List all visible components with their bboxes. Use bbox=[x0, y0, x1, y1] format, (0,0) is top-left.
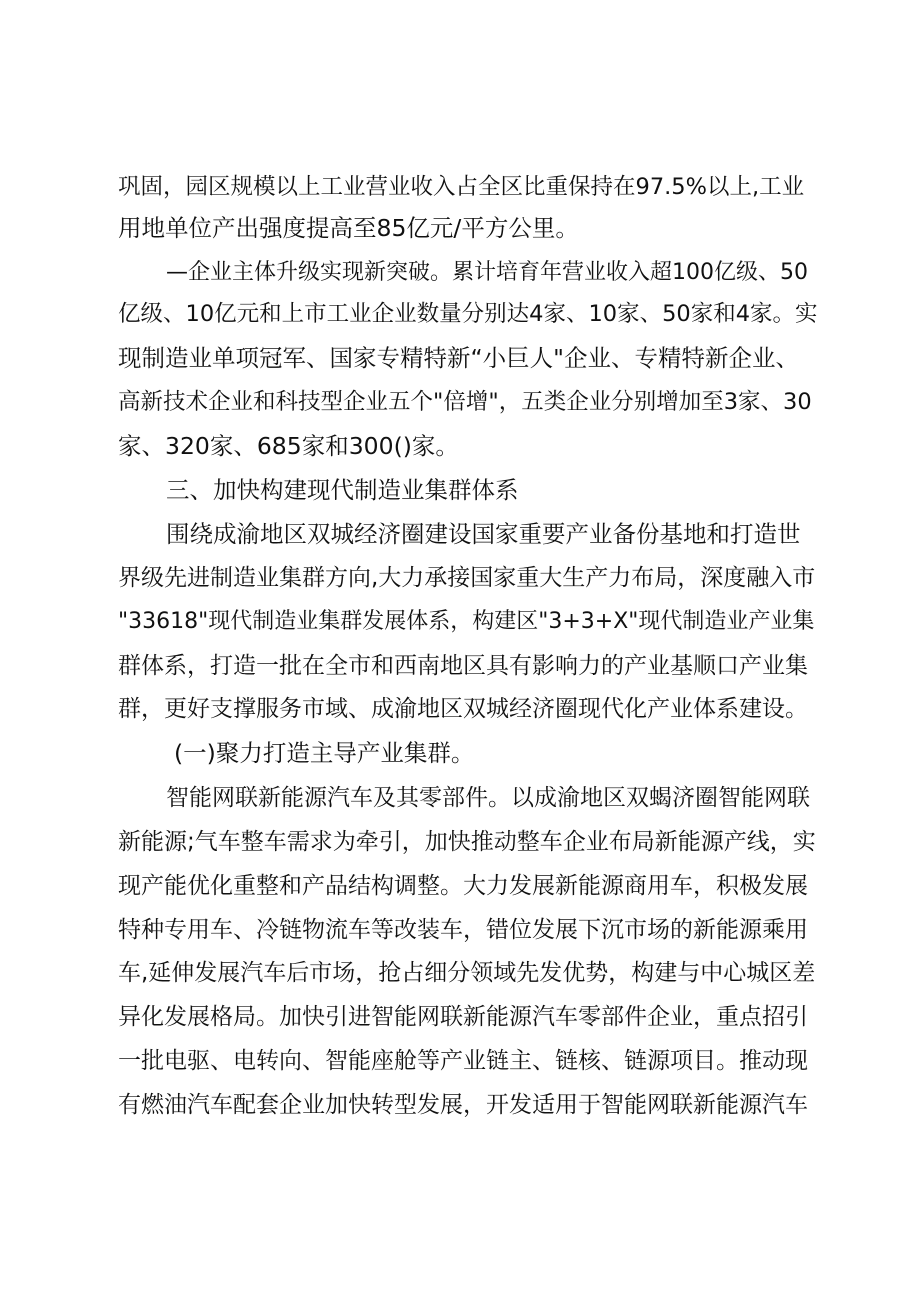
text-line: 智能网联新能源汽车及其零部件。以成渝地区双蝎济圈智能网联 bbox=[166, 785, 810, 811]
text-line: 群体系，打造一批在全市和西南地区具有影响力的产业基顺口产业集 bbox=[118, 653, 808, 679]
text-line: 现产能优化重整和产品结构调整。大力发展新能源商用车，积极发展 bbox=[118, 873, 808, 899]
text-line: 亿级、10亿元和上市工业企业数量分别达4家、10家、50家和4家。实 bbox=[118, 301, 818, 327]
text-line: —企业主体升级实现新突破。累计培育年营业收入超100亿级、50 bbox=[166, 260, 808, 285]
text-line: 高新技术企业和科技型企业五个"倍增"，五类企业分别增加至3家、30 bbox=[118, 389, 812, 415]
text-line: "33618"现代制造业集群发展体系，构建区"3+3+X"现代制造业产业集 bbox=[118, 609, 815, 634]
text-line: 新能源;气车整车需求为牵引，加快推动整车企业布局新能源产线，实 bbox=[118, 829, 816, 855]
text-line: 一批电驱、电转向、智能座舱等产业链主、链核、链源项目。推动现 bbox=[118, 1048, 808, 1074]
text-line: 异化发展格局。加快引进智能网联新能源汽车零部件企业，重点招引 bbox=[118, 1004, 808, 1030]
text-line: 有燃油汽车配套企业加快转型发展，开发适用于智能网联新能源汽车 bbox=[118, 1092, 808, 1118]
text-line: 车,延伸发展汽车后市场，抢占细分领域先发优势，构建与中心城区差 bbox=[118, 960, 816, 986]
section-heading: 三、加快构建现代制造业集群体系 bbox=[166, 476, 519, 504]
text-line: 群，更好支撑服务市域、成渝地区双城经济圈现代化产业体系建设。 bbox=[118, 696, 808, 722]
text-line: 家、320家、685家和300()家。 bbox=[118, 432, 459, 460]
text-line: 现制造业单项冠军、国家专精特新“小巨人"企业、专精特新企业、 bbox=[118, 344, 799, 372]
text-line: 巩固，园区规模以上工业营业收入占全区比重保持在97.5%以上,工业 bbox=[118, 174, 805, 200]
subsection-heading: (一)聚力打造主导产业集群。 bbox=[174, 739, 475, 767]
text-line: 特种专用车、冷链物流车等改装车，错位发展下沉市场的新能源乘用 bbox=[118, 917, 808, 943]
text-line: 围绕成渝地区双城经济圈建设国家重要产业备份基地和打造世 bbox=[166, 520, 801, 548]
text-line: 界级先进制造业集群方向,大力承接国家重大生产力布局，深度融入市 bbox=[118, 565, 816, 591]
text-line: 用地单位产出强度提高至85亿元/平方公里。 bbox=[118, 214, 579, 242]
